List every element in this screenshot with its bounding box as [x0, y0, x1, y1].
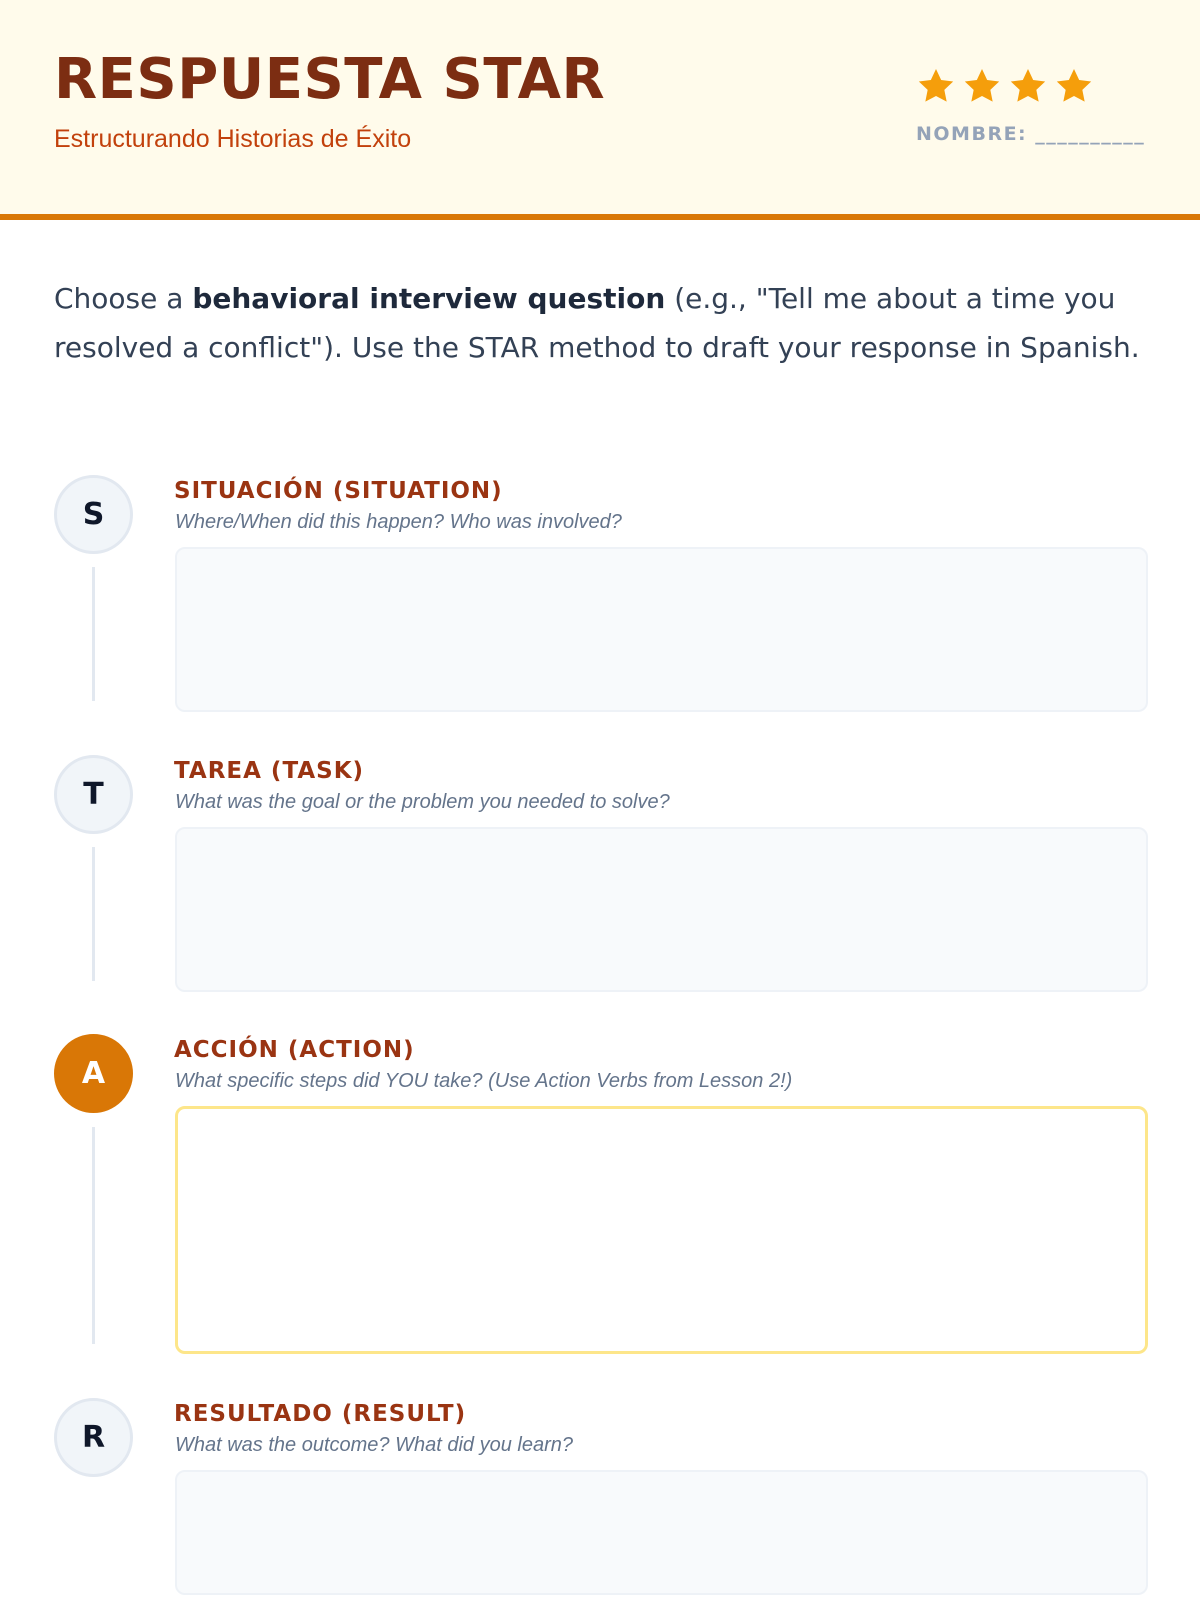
action-answer-field[interactable] [175, 1106, 1148, 1354]
step-badge-a: A [54, 1034, 133, 1113]
step-hint-situation: Where/When did this happen? Who was involved? [175, 511, 622, 533]
step-title-result: RESULTADO (RESULT) [174, 1401, 467, 1427]
instructions-suffix: (e.g., "Tell me about a time you resolved a conflict"). Use the STAR method to draft your response in Spanish. [54, 282, 1140, 364]
star-icon [1008, 66, 1048, 106]
result-answer-field[interactable] [175, 1470, 1148, 1595]
instructions-prefix: Choose a [54, 282, 193, 315]
star-rating [916, 66, 1094, 106]
step-title-action: ACCIÓN (ACTION) [174, 1037, 415, 1063]
situation-answer-field[interactable] [175, 547, 1148, 712]
step-title-task: TAREA (TASK) [174, 758, 365, 784]
step-connector [92, 567, 95, 701]
instructions-emphasis: behavioral interview question [192, 282, 666, 315]
step-connector [92, 1127, 95, 1344]
name-field-label: NOMBRE: __________ [916, 123, 1146, 145]
star-icon [962, 66, 1002, 106]
step-badge-r: R [54, 1398, 133, 1477]
step-badge-t: T [54, 755, 133, 834]
instructions-paragraph [54, 274, 1154, 372]
step-badge-s: S [54, 475, 133, 554]
task-answer-field[interactable] [175, 827, 1148, 992]
step-hint-task: What was the goal or the problem you needed to solve? [175, 791, 670, 813]
page-title: RESPUESTA STAR [54, 47, 606, 112]
worksheet-header [0, 0, 1200, 220]
step-title-situation: SITUACIÓN (SITUATION) [174, 478, 503, 504]
step-connector [92, 847, 95, 981]
star-icon [916, 66, 956, 106]
star-icon [1054, 66, 1094, 106]
page-subtitle: Estructurando Historias de Éxito [54, 125, 412, 153]
step-hint-action: What specific steps did YOU take? (Use Action Verbs from Lesson 2!) [175, 1070, 793, 1092]
step-hint-result: What was the outcome? What did you learn? [175, 1434, 573, 1456]
